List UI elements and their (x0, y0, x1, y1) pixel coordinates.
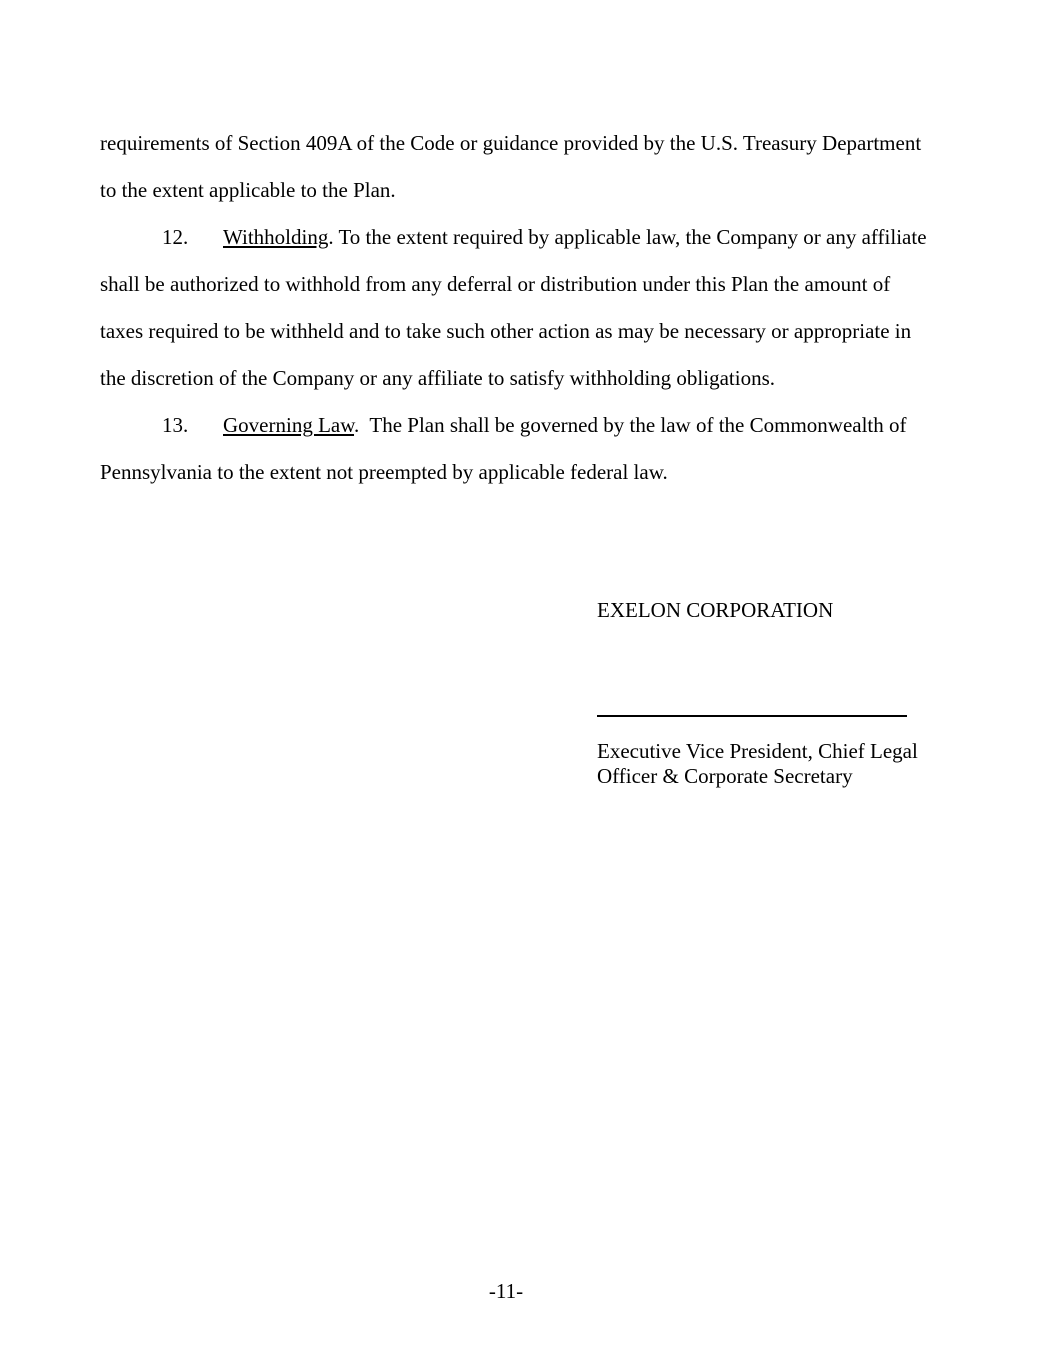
company-name: EXELON CORPORATION (597, 598, 834, 622)
signature-block (597, 597, 927, 789)
signer-title-line-2: Officer & Corporate Secretary (597, 764, 853, 788)
section-13-paragraph (100, 402, 930, 496)
section-12-number: 12. (162, 225, 189, 249)
section-12-heading: Withholding (223, 225, 329, 249)
document-body (100, 120, 930, 496)
section-12-paragraph (100, 214, 930, 402)
section-13-number: 13. (162, 413, 189, 437)
signer-title-line-1: Executive Vice President, Chief Legal (597, 739, 918, 763)
section-12-body: . To the extent required by applicable law, the Company or any affiliate shall be authorized to withhold from any deferral or distribution under this Plan the amount of taxes required to be withheld and to take such other action as may be necessary or appropriate in the discretion of the Company or any affiliate to satisfy withholding obligations. (100, 225, 932, 390)
section-13-heading: Governing Law (223, 413, 355, 437)
page-number: -11- (488, 1279, 524, 1303)
signature-line (597, 715, 907, 717)
signer-title (597, 739, 927, 789)
section-13-body: . The Plan shall be governed by the law of the Commonwealth of Pennsylvania to the extent not preempted by applicable federal law. (100, 413, 912, 484)
intro-paragraph: requirements of Section 409A of the Code or guidance provided by the U.S. Treasury Department to the extent applicable to the Plan. (100, 131, 927, 202)
